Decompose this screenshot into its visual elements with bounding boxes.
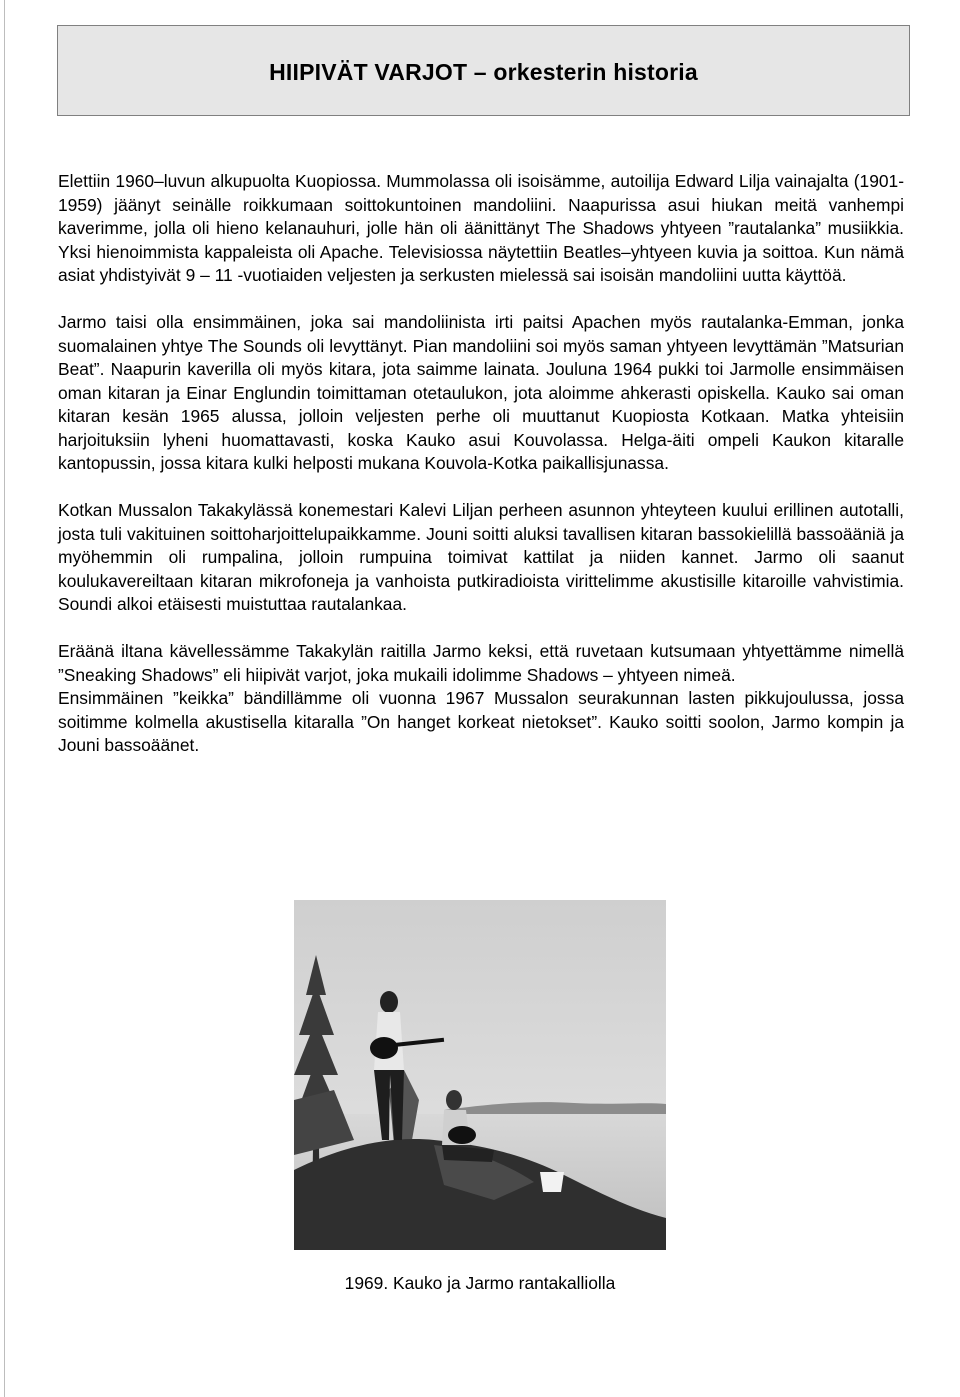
article-body <box>58 170 904 758</box>
paragraph-3: Kotkan Mussalon Takakylässä konemestari Kalevi Liljan perheen asunnon yhteyteen kuului erillinen autotalli, josta tuli vakituinen soittoharjoittelupaikkamme. Jouni soitti aluksi tavallisen kitaran bassokielillä bassoääniä ja myöhemmin oli rumpalina, jolloin rumpuina toimivat kattilat ja niiden kannet. Jarmo oli saanut koulukavereiltaan kitaran mikrofoneja ja vanhoista putkiradioista virittelimme akustisille kitaroille vahvistimia. Soundi alkoi etäisesti muistuttaa rautalankaa. <box>58 500 904 614</box>
photo-caption: 1969. Kauko ja Jarmo rantakalliolla <box>344 1273 616 1293</box>
page-edge <box>4 0 5 1397</box>
paragraph-1: Elettiin 1960–luvun alkupuolta Kuopiossa. Mummolassa oli isoisämme, autoilija Edward Lilja vainajalta (1901-1959) jäänyt seinälle roikkumaan soittokuntoinen mandoliini. Naapurissa asui hiukan meitä vanhempi kaverimme, jolla oli hieno kelanauhuri, jolle hän oli äänittänyt The Shadows yhtyeen ”rautalanka” musiikkia. Yksi hienoimmista kappaleista oli Apache. Televisiossa näytettiin Beatles–yhtyeen kuvia ja soittoa. Kun nämä asiat yhdistyivät 9 – 11 -vuotiaiden veljesten ja serkusten mielessä sai isoisän mandoliini uutta käyttöä. <box>58 171 904 285</box>
page-title: HIIPIVÄT VARJOT – orkesterin historia <box>269 59 698 85</box>
paragraph-5: Ensimmäinen ”keikka” bändillämme oli vuonna 1967 Mussalon seurakunnan lasten pikkujoulussa, jossa soitimme kolmella akustisella kitaralla ”On hanget korkeat nietokset”. Kauko soitti soolon, Jarmo kompin ja Jouni bassoäänet. <box>58 688 904 755</box>
paragraph-4: Eräänä iltana kävellessämme Takakylän raitilla Jarmo keksi, että ruvetaan kutsumaan yhtyettämme nimellä ”Sneaking Shadows” eli hiipivät varjot, joka mukaili idolimme Shadows – yhtyeen nimeä. <box>58 641 904 685</box>
paragraph-2: Jarmo taisi olla ensimmäinen, joka sai mandoliinista irti paitsi Apachen myös rautalanka-Emman, jonka suomalainen yhtye The Sounds oli levyttänyt. Pian mandoliini soi myös saman yhtyeen levyttämän ”Matsurian Beat”. Naapurin kaverilla oli myös kitara, jota saimme lainata. Jouluna 1964 pukki toi Jarmolle ensimmäisen oman kitaran ja Einar Englundin toimittaman otetaulukon, jota aloimme ahkerasti opiskella. Kauko sai oman kitaran kesän 1965 alussa, jolloin veljesten perhe oli muuttanut Kuopiosta Kotkaan. Matka yhteisiin harjoituksiin lyheni huomattavasti, koska Kauko asui Kouvolassa. Helga-äiti ompeli Kaukon kitaralle kantopussin, jossa kitara kulki helposti mukana Kouvola-Kotka paikallisjunassa. <box>58 312 904 473</box>
band-photo <box>294 900 666 1250</box>
title-box <box>57 25 910 116</box>
